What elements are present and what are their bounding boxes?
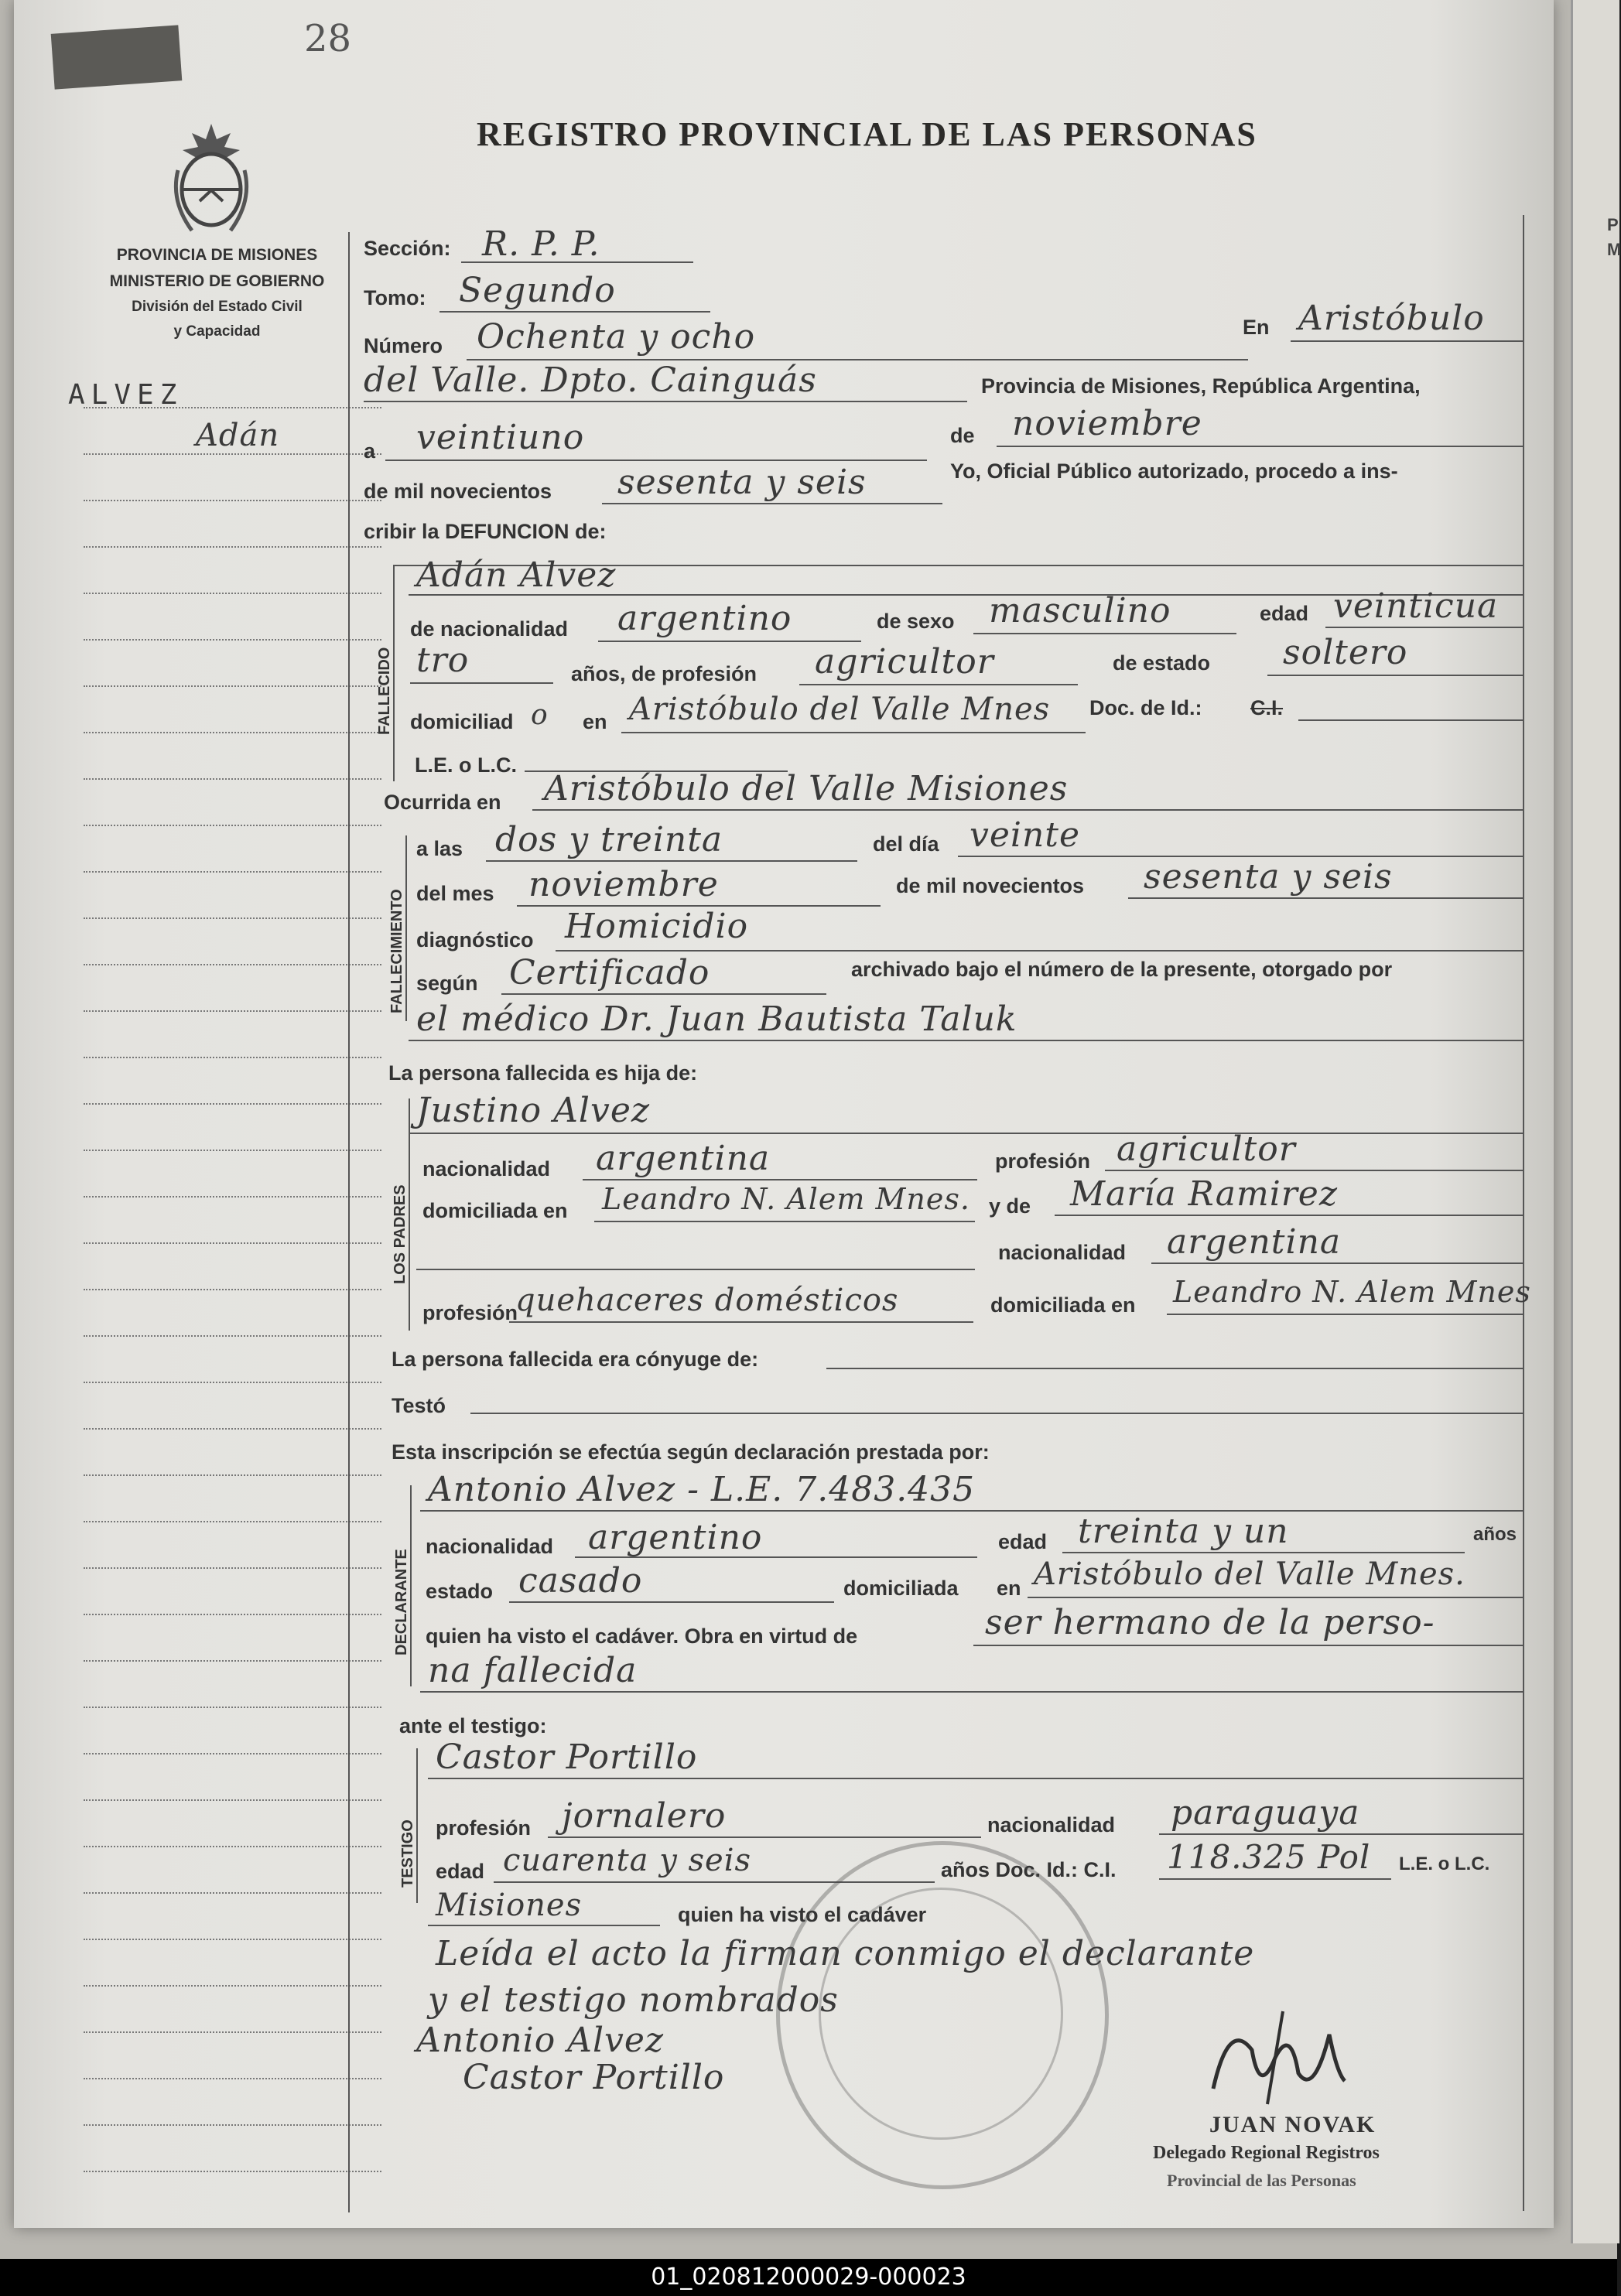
underline <box>509 1601 834 1603</box>
document-title: REGISTRO PROVINCIAL DE LAS PERSONAS <box>477 115 1257 153</box>
value-decl-estado: casado <box>518 1561 643 1601</box>
label-anos-doc: años Doc. Id.: C.I. <box>941 1858 1117 1881</box>
underline <box>470 1413 1523 1414</box>
margin-ruled-line <box>84 732 381 733</box>
margin-ruled-line <box>84 546 381 548</box>
label-domiciliada-padre: domiciliada en <box>422 1199 568 1222</box>
margin-ruled-line <box>84 1289 381 1290</box>
label-profesion-madre: profesión <box>422 1301 518 1324</box>
underline <box>532 809 1523 811</box>
label-nacionalidad-testigo: nacionalidad <box>987 1813 1116 1836</box>
label-doc-id: Doc. de Id.: <box>1089 696 1202 719</box>
label-en: en <box>583 710 607 733</box>
label-numero: Número <box>364 334 443 357</box>
underline <box>1167 1314 1523 1315</box>
footer-id: 01_020812000029-000023 <box>651 2264 966 2291</box>
label-profesion-padre: profesión <box>995 1150 1091 1173</box>
underline <box>439 311 710 313</box>
value-en: Aristóbulo <box>1298 299 1485 338</box>
value-profesion: agricultor <box>815 642 994 682</box>
margin-surname: ALVEZ <box>68 379 183 411</box>
label-diagnostico: diagnóstico <box>416 928 534 952</box>
underline <box>409 1040 1523 1041</box>
value-dia: veinte <box>970 815 1081 855</box>
value-nacionalidad: argentino <box>617 599 792 638</box>
margin-ruled-line <box>84 1939 381 1940</box>
margin-ruled-line <box>84 407 381 408</box>
value-madre-nacionalidad: argentina <box>1167 1222 1342 1262</box>
label-quien-visto: quien ha visto el cadáver. Obra en virtud de <box>426 1625 858 1648</box>
margin-ruled-line <box>84 1103 381 1105</box>
value-segun: Certificado <box>509 953 710 993</box>
value-domicilio: Aristóbulo del Valle Mnes <box>629 692 1051 727</box>
value-anio-inscripcion: sesenta y seis <box>617 463 867 502</box>
margin-ruled-line <box>84 778 381 780</box>
margin-ruled-line <box>84 1057 381 1058</box>
underline <box>385 460 927 461</box>
margin-ruled-line <box>84 1892 381 1894</box>
underline <box>799 684 1078 685</box>
value-test-profesion: jornalero <box>562 1796 727 1836</box>
adjacent-page-edge <box>1571 0 1619 2243</box>
value-edad: veinticua <box>1333 586 1499 626</box>
margin-ruled-line <box>84 1474 381 1476</box>
label-hija-de: La persona fallecida es hija de: <box>388 1061 698 1085</box>
margin-ruled-line <box>84 685 381 687</box>
label-edad-testigo: edad <box>436 1860 485 1883</box>
label-ante-testigo: ante el testigo: <box>399 1714 547 1737</box>
underline <box>410 1133 1523 1134</box>
margin-ruled-line <box>84 593 381 594</box>
label-del-mes: del mes <box>416 882 494 905</box>
label-domiciliado: domiciliad <box>410 710 514 733</box>
value-madre-domicilio: Leandro N. Alem Mnes <box>1173 1275 1531 1309</box>
underline <box>575 1556 977 1558</box>
underline <box>997 446 1523 447</box>
underline <box>602 503 942 504</box>
underline <box>621 732 1086 733</box>
underline <box>1325 627 1523 628</box>
section-fallecimiento: FALLECIMIENTO <box>388 889 405 1013</box>
value-sexo: masculino <box>989 591 1171 630</box>
underline <box>1159 1878 1391 1880</box>
label-ci: C.I. <box>1250 696 1284 719</box>
value-estado: soltero <box>1283 633 1408 672</box>
label-nacionalidad-padre: nacionalidad <box>422 1157 551 1180</box>
registry-page <box>14 0 1554 2228</box>
underline <box>420 1510 1523 1512</box>
margin-ruled-line <box>84 1521 381 1522</box>
value-decl-nacionalidad: argentino <box>588 1518 763 1557</box>
underline <box>501 993 826 995</box>
official-title-2: Provincial de las Personas <box>1167 2171 1356 2190</box>
underline <box>1151 1262 1523 1264</box>
label-nacionalidad: de nacionalidad <box>410 617 569 641</box>
label-en: En <box>1243 316 1270 339</box>
value-decl-domicilio: Aristóbulo del Valle Mnes. <box>1034 1556 1465 1592</box>
label-estado: de estado <box>1113 651 1211 675</box>
label-en: en <box>997 1577 1021 1600</box>
value-hora: dos y treinta <box>495 820 723 859</box>
value-test-nacionalidad: paraguaya <box>1171 1793 1360 1833</box>
authority-line: y Capacidad <box>173 323 261 340</box>
value-mes-fallec: noviembre <box>528 865 719 904</box>
value-nota-2: y el testigo nombrados <box>428 1980 839 2020</box>
adjacent-page-letter: P <box>1607 215 1619 234</box>
label-archivado: archivado bajo el número de la presente, otorgado por <box>851 958 1393 981</box>
margin-ruled-line <box>84 1614 381 1615</box>
value-obra-1: ser hermano de la perso- <box>985 1603 1435 1642</box>
section-declarante: DECLARANTE <box>393 1549 410 1655</box>
section-testigo: TESTIGO <box>399 1819 416 1888</box>
label-tomo: Tomo: <box>364 286 426 309</box>
underline <box>826 1368 1523 1369</box>
margin-ruled-line <box>84 871 381 873</box>
value-declarante: Antonio Alvez - L.E. 7.483.435 <box>428 1470 976 1509</box>
value-dia-inscripcion: veintiuno <box>416 418 585 457</box>
official-seal-inner-ring <box>819 1888 1063 2140</box>
margin-ruled-line <box>84 1242 381 1244</box>
underline <box>1159 1833 1523 1835</box>
value-test-edad: cuarenta y seis <box>503 1843 752 1878</box>
underline <box>1062 1552 1465 1553</box>
margin-ruled-line <box>84 1010 381 1012</box>
form-right-border <box>1523 215 1524 2211</box>
label-provincia: Provincia de Misiones, República Argentina, <box>981 374 1421 398</box>
label-de: de <box>950 424 975 447</box>
value-decl-edad: treinta y un <box>1078 1512 1289 1551</box>
margin-ruled-line <box>84 1428 381 1430</box>
margin-ruled-line <box>84 500 381 501</box>
label-sexo: de sexo <box>877 610 955 633</box>
value-nombre-fallecido: Adán Alvez <box>416 555 617 595</box>
label-de-mil: de mil novecientos <box>364 480 552 503</box>
underline <box>364 401 967 402</box>
underline <box>1028 1597 1523 1598</box>
archive-tab <box>51 25 183 89</box>
value-obra-2: na fallecida <box>428 1651 638 1690</box>
label-anos: años <box>1473 1524 1517 1545</box>
label-nacionalidad-madre: nacionalidad <box>998 1241 1127 1264</box>
underline <box>556 950 1523 952</box>
margin-ruled-line <box>84 2171 381 2172</box>
margin-ruled-line <box>84 1799 381 1801</box>
margin-ruled-line <box>84 1985 381 1987</box>
value-anio-fallec: sesenta y seis <box>1144 857 1393 897</box>
label-nacionalidad-declarante: nacionalidad <box>426 1535 554 1558</box>
coat-of-arms-icon <box>169 116 254 240</box>
label-seccion: Sección: <box>364 237 451 260</box>
underline <box>461 261 693 263</box>
underline <box>548 1836 981 1838</box>
authority-line: PROVINCIA DE MISIONES <box>116 246 318 264</box>
value-madre: María Ramirez <box>1070 1174 1339 1214</box>
underline <box>420 1691 1523 1693</box>
official-title: Delegado Regional Registros <box>1153 2143 1380 2163</box>
margin-ruled-line <box>84 825 381 826</box>
margin-given-name: Adán <box>196 418 280 453</box>
label-le-o-lc: L.E. o L.C. <box>1399 1854 1490 1874</box>
label-y-de: y de <box>989 1194 1031 1218</box>
value-numero: Ochenta y ocho <box>477 317 756 357</box>
value-test-ci: 118.325 Pol <box>1167 1838 1371 1876</box>
label-a: a <box>364 439 376 463</box>
underline <box>428 1778 1523 1779</box>
label-segun: según <box>416 972 478 995</box>
value-diagnostico: Homicidio <box>565 907 749 946</box>
underline <box>410 682 553 684</box>
footer-id-bar <box>0 2259 1617 2296</box>
margin-ruled-line <box>84 1335 381 1337</box>
label-quien-visto-2: quien ha visto el cadáver <box>678 1903 927 1926</box>
margin-ruled-line <box>84 1660 381 1662</box>
label-domiciliada-madre: domiciliada en <box>990 1293 1136 1317</box>
value-del-valle: del Valle. Dpto. Cainguás <box>364 360 817 400</box>
label-ocurrida: Ocurrida en <box>384 791 501 814</box>
margin-ruled-line <box>84 2078 381 2079</box>
page-number: 28 <box>304 17 352 60</box>
section-padres: LOS PADRES <box>392 1184 409 1284</box>
value-test-lugar: Misiones <box>436 1888 583 1923</box>
value-madre-profesion: quehaceres domésticos <box>515 1283 899 1318</box>
label-estado-declarante: estado <box>426 1580 494 1603</box>
underline <box>594 1221 975 1222</box>
value-ocurrida: Aristóbulo del Valle Misiones <box>544 769 1069 808</box>
label-inscripcion: Esta inscripción se efectúa según declaración prestada por: <box>392 1440 990 1464</box>
underline <box>428 1925 660 1926</box>
value-padre-nacionalidad: argentina <box>596 1139 771 1178</box>
label-del-dia: del día <box>873 832 939 856</box>
margin-ruled-line <box>84 964 381 965</box>
underline <box>1298 719 1523 721</box>
underline <box>1267 675 1523 676</box>
value-testigo: Castor Portillo <box>436 1737 698 1777</box>
value-medico: el médico Dr. Juan Bautista Taluk <box>416 999 1017 1039</box>
margin-ruled-line <box>84 1707 381 1708</box>
underline <box>583 1179 977 1180</box>
value-tomo: Segundo <box>459 271 616 310</box>
value-nota-1: Leída el acto la firman conmigo el declarante <box>436 1934 1255 1973</box>
margin-ruled-line <box>84 1567 381 1569</box>
adjacent-page-letter: M <box>1607 240 1621 259</box>
value-padre-profesion: agricultor <box>1117 1129 1296 1169</box>
margin-ruled-line <box>84 917 381 919</box>
label-le-lc: L.E. o L.C. <box>415 753 517 777</box>
value-mes-inscripcion: noviembre <box>1012 404 1202 443</box>
underline <box>1105 1170 1523 1171</box>
margin-ruled-line <box>84 1846 381 1847</box>
official-name: JUAN NOVAK <box>1209 2112 1376 2137</box>
label-anos-profesion: años, de profesión <box>571 662 757 685</box>
margin-ruled-line <box>84 453 381 455</box>
authority-line: MINISTERIO DE GOBIERNO <box>109 272 325 290</box>
value-edad-cont: tro <box>416 641 470 680</box>
signature-declarante: Antonio Alvez <box>416 2021 665 2060</box>
value-padre: Justino Alvez <box>416 1091 651 1130</box>
margin-ruled-line <box>84 2124 381 2126</box>
value-padre-domicilio: Leandro N. Alem Mnes. <box>602 1182 970 1216</box>
label-profesion-testigo: profesión <box>436 1816 532 1840</box>
underline <box>1291 340 1523 342</box>
label-a-las: a las <box>416 837 463 860</box>
label-testo: Testó <box>392 1394 446 1417</box>
label-edad-declarante: edad <box>998 1530 1048 1553</box>
underline <box>416 1269 975 1270</box>
label-domiciliada-declarante: domiciliada <box>843 1577 959 1600</box>
value-domiciliado-suffix: o <box>531 699 549 731</box>
margin-ruled-line <box>84 1753 381 1754</box>
underline <box>1128 897 1523 899</box>
margin-divider <box>348 232 350 2212</box>
underline <box>509 1321 973 1323</box>
label-cribir: cribir la DEFUNCION de: <box>364 520 607 543</box>
margin-ruled-line <box>84 2031 381 2033</box>
value-seccion: R. P. P. <box>482 224 600 264</box>
official-signature-icon <box>1198 2004 1353 2112</box>
label-de-mil-nov: de mil novecientos <box>896 874 1085 897</box>
margin-ruled-line <box>84 639 381 641</box>
margin-ruled-line <box>84 1382 381 1383</box>
underline <box>486 860 857 862</box>
label-conyuge: La persona fallecida era cónyuge de: <box>392 1348 759 1371</box>
label-oficial: Yo, Oficial Público autorizado, procedo a ins- <box>950 460 1398 483</box>
margin-ruled-line <box>84 1150 381 1151</box>
margin-ruled-line <box>84 1196 381 1198</box>
signature-testigo: Castor Portillo <box>463 2058 725 2097</box>
underline <box>973 633 1236 634</box>
section-fallecido: FALLECIDO <box>376 647 393 735</box>
underline <box>1055 1215 1523 1216</box>
label-edad: edad <box>1260 602 1309 625</box>
underline <box>973 1645 1523 1646</box>
authority-line: División del Estado Civil <box>132 299 303 315</box>
